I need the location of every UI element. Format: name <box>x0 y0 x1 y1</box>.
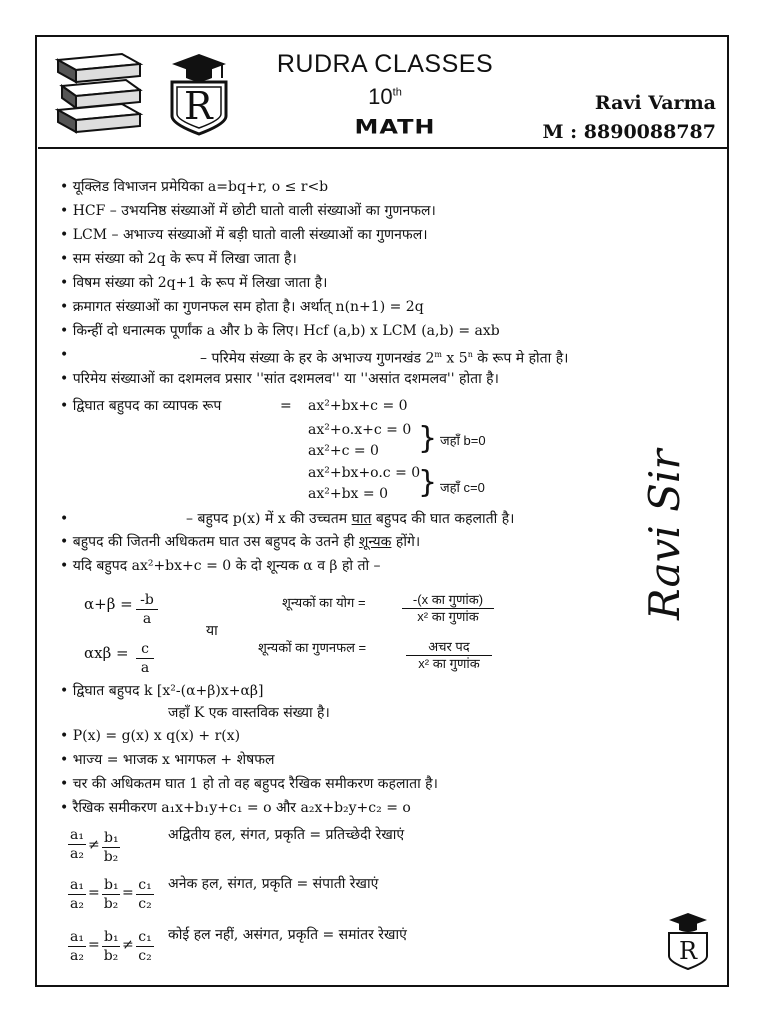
not-equal-sign: ≠ <box>88 837 100 853</box>
list-item: • सम संख्या को 2q के रूप में लिखा जाता है। <box>60 251 297 267</box>
condition-text: कोई हल नहीं, असंगत, प्रकृति = समांतर रेखाएं <box>168 927 407 943</box>
sum-rhs-fraction: -(x का गुणांक) x² का गुणांक <box>402 592 494 625</box>
logo-letter: R <box>184 84 213 128</box>
list-item: • HCF – उभयनिष्ठ संख्याओं में छोटी घातो वाली संख्याओं का गुणनफल। <box>60 203 436 219</box>
formula: ax²+bx+o.c = 0 <box>308 465 421 481</box>
teacher-mobile: M : 8890088787 <box>542 121 716 143</box>
list-item: • किन्हीं दो धनात्मक पूर्णांक a और b के लिए। Hcf (a,b) x LCM (a,b) = axb <box>60 323 500 339</box>
equals-sign: = <box>280 398 292 414</box>
ratio-b: $\frac{\text{b₁}}{\text{b₂}}$ <box>103 830 119 865</box>
list-item: • LCM – अभाज्य संख्याओं में बड़ी घातो वाली संख्याओं का गुणनफल। <box>60 227 428 243</box>
list-item: • P(x) = g(x) x q(x) + r(x) <box>60 728 241 744</box>
ratio-b: $\frac{\text{b₁}}{\text{b₂}}$ <box>103 929 119 964</box>
rudra-logo-small <box>666 912 710 974</box>
rudra-logo <box>168 52 230 140</box>
list-item: • द्विघात बहुपद k [x²-(α+β)x+αβ] <box>60 683 264 699</box>
list-item: • यदि बहुपद ax²+bx+c = 0 के दो शून्यक α व β हो तो – <box>60 558 381 574</box>
teacher-name: Ravi Varma <box>594 92 716 114</box>
signature: Ravi Sir <box>640 449 689 620</box>
ratio-a: $\frac{\text{a₁}}{\text{a₂}}$ <box>68 928 86 965</box>
formula: ax²+bx = 0 <box>308 486 388 502</box>
condition: जहाँ b=0 <box>440 433 486 448</box>
ratio-c: $\frac{\text{c₁}}{\text{c₂}}$ <box>136 928 154 965</box>
subject-title: MATH <box>354 115 436 139</box>
sum-label: शून्यकों का योग = <box>282 595 366 610</box>
brace-icon: } <box>418 421 438 456</box>
list-item-text: – बहुपद p(x) में x की उच्चतम घात बहुपद की घात कहलाती है। <box>186 511 515 527</box>
list-item: • विषम संख्या को 2q+1 के रूप में लिखा जाता है। <box>60 275 328 291</box>
ratio-a: $\frac{\text{a₁}}{\text{a₂}}$ <box>68 826 86 863</box>
header-divider <box>38 147 727 149</box>
formula: ax²+c = 0 <box>308 443 379 459</box>
brace-icon: } <box>418 465 438 500</box>
equals-sign: = <box>88 937 100 953</box>
formula: ax²+o.x+c = 0 <box>308 422 412 438</box>
svg-text:R: R <box>678 937 698 965</box>
list-item: • रैखिक समीकरण a₁x+b₁y+c₁ = o और a₂x+b₂y+c₂ = o <box>60 800 411 816</box>
ratio-c: $\frac{\text{c₁}}{\text{c₂}}$ <box>136 876 154 913</box>
sum-lhs: α+β = <box>84 595 133 613</box>
list-item: • <box>60 511 69 527</box>
institute-name: RUDRA CLASSES <box>276 50 494 78</box>
books-icon <box>52 52 144 134</box>
not-equal-sign: ≠ <box>122 937 134 953</box>
list-item: • बहुपद की जितनी अधिकतम घात उस बहुपद के उतने ही शून्यक होंगे। <box>60 534 421 550</box>
product-lhs: αxβ = <box>84 644 129 662</box>
list-item-text: जहाँ K एक वास्तविक संख्या है। <box>168 705 330 721</box>
list-item-text: – परिमेय संख्या के हर के अभाज्य गुणनखंड 2$^m$ x 5$^n$ के रूप मे होता है। <box>200 350 569 367</box>
or-label: या <box>206 623 218 639</box>
formula: ax²+bx+c = 0 <box>308 398 408 414</box>
list-item: • द्विघात बहुपद का व्यापक रूप <box>60 398 222 414</box>
list-item: • यूक्लिड विभाजन प्रमेयिका a=bq+r, o ≤ r<b <box>60 179 329 195</box>
grade: 10th <box>368 84 402 109</box>
list-item: • <box>60 347 69 363</box>
condition-text: अनेक हल, संगत, प्रकृति = संपाती रेखाएं <box>168 876 379 892</box>
product-label: शून्यकों का गुणनफल = <box>258 640 367 655</box>
equals-sign: = <box>88 885 100 901</box>
product-rhs-fraction: अचर पद x² का गुणांक <box>406 639 492 672</box>
ratio-a: $\frac{\text{a₁}}{\text{a₂}}$ <box>68 876 86 913</box>
condition-text: अद्वितीय हल, संगत, प्रकृति = प्रतिच्छेदी रेखाएं <box>168 827 405 843</box>
condition: जहाँ c=0 <box>440 480 485 495</box>
ratio-b: $\frac{\text{b₁}}{\text{b₂}}$ <box>103 877 119 912</box>
sum-fraction: $\frac{-b}{a}$ <box>136 591 158 628</box>
product-fraction: $\frac{c}{a}$ <box>136 640 154 677</box>
list-item: • क्रमागत संख्याओं का गुणनफल सम होता है। अर्थात् n(n+1) = 2q <box>60 299 424 315</box>
equals-sign: = <box>122 885 134 901</box>
list-item: • परिमेय संख्याओं का दशमलव प्रसार ''सांत दशमलव'' या ''असांत दशमलव'' होता है। <box>60 371 499 387</box>
list-item: • चर की अधिकतम घात 1 हो तो वह बहुपद रैखिक समीकरण कहलाता है। <box>60 776 438 792</box>
list-item: • भाज्य = भाजक x भागफल + शेषफल <box>60 752 275 768</box>
